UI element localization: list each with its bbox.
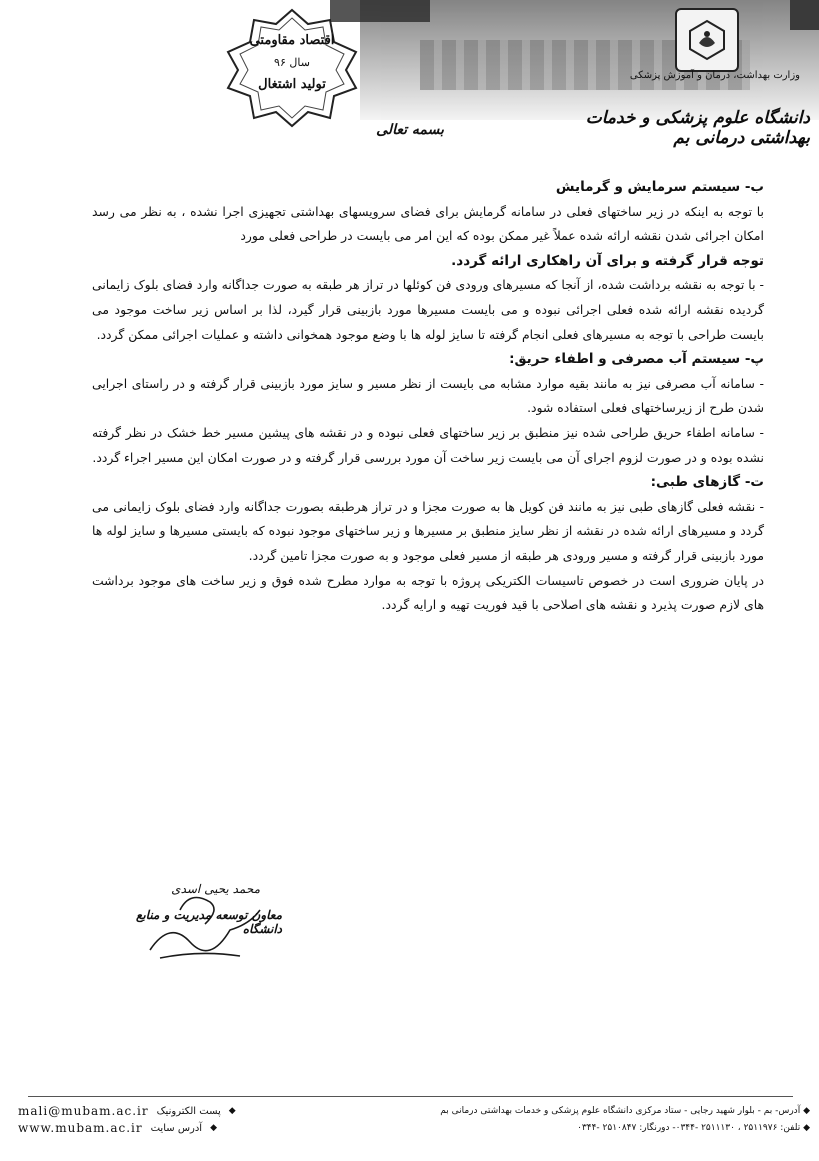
university-name: دانشگاه علوم پزشکی و خدمات بهداشتی درمانی بم: [585, 108, 810, 148]
signatory-title: معاون توسعه مدیریت و منابع دانشگاه: [135, 908, 282, 936]
seal-line-2: سال ۹۶: [274, 56, 310, 69]
section-t-title: ت- گازهای طبی:: [650, 474, 764, 491]
section-t-paragraph-1: - نقشه فعلی گازهای طبی نیز به مانند فن کویل ها به صورت مجزا و در تراز هرطبقه بصورت جداگانه وارد فضای بلوک زایمانی می گردد و مسیرهای ارائه شده در نقشه از نظر سایز منطبق بر مسیرها و زیر ساختهای موجود نبوده که بایستی مسیرها و سایز لوله ها مورد بازبینی قرار گرفته و مسیر ورودی هر طبقه از مسیر فعلی موجود و به صورت مجزا تامین گردد.: [92, 498, 764, 563]
bullet-icon: ◆: [210, 1123, 218, 1133]
university-emblem-icon: [675, 8, 739, 72]
header-corner-strip: [790, 0, 819, 30]
section-b-title: ب- سیستم سرمایش و گرمایش: [555, 179, 764, 195]
footer-website: www.mubam.ac.ir: [18, 1121, 143, 1135]
seal-line-1: اقتصاد مقاومتی: [249, 33, 335, 48]
footer-email-label: پست الکترونیک: [156, 1106, 221, 1117]
footer-email: mali@mubam.ac.ir: [18, 1104, 149, 1118]
letter-body: [92, 175, 764, 618]
section-b-paragraph-2: - با توجه به نقشه برداشت شده، از آنجا که مسیرهای ورودی فن کوئلها در تراز هر طبقه به صورت جداگانه وارد فضای بلوک زایمانی گردیده نقشه ارائه شده فعلی اجرائی نبوده و می بایست مسیرها مورد بازبینی قرار گیرد، لذا بر اساس زیر ساخت موجود می بایست طراحی با توجه به مسیرهای فعلی انجام گرفته تا سایز لوله ها با وضع موجود همخوانی داشته و عملیات اجرائی ممکن گردد.: [92, 277, 764, 342]
signatory-name: محمد یحیی اسدی: [171, 882, 260, 896]
seal-line-3: تولید اشتغال: [258, 77, 326, 92]
section-b-paragraph-1: با توجه به اینکه در زیر ساختهای فعلی در سامانه گرمایش برای فضای سرویسهای بهداشتی تجهیزی اجرا نشده ، به نظر می رسد امکان اجرائی شدن نقشه ارائه شده عملاً غیر ممکن بوده که این امر می بایست در طراحی فعلی مورد: [92, 203, 764, 244]
footer-contact-online: [18, 1103, 288, 1137]
ministry-name: وزارت بهداشت، درمان و آموزش پزشکی: [629, 70, 800, 81]
section-p-paragraph-2: - سامانه اطفاء حریق طراحی شده نیز منطبق بر زیر ساختهای فعلی نبوده و در نقشه های پیشین مسیر خط خشک در نظر گرفته نشده بوده و در صورت لزوم اجرای آن می بایست زیر ساخت آن مورد بررسی قرار گرفته و در صورت امکان این مسیر اجراء گردد.: [92, 424, 764, 465]
footer-divider: [28, 1096, 793, 1097]
conclusion-paragraph: در پایان ضروری است در خصوص تاسیسات الکتریکی پروژه با توجه به موارد مطرح شده فوق و زیر ساخت های موجود برداشت های لازم صورت پذیرد و نقشه های اصلاحی با قید فوریت تهیه و ارایه گردد.: [92, 572, 764, 613]
bullet-icon: ◆: [800, 1106, 810, 1116]
section-p-paragraph-1: - سامانه آب مصرفی نیز به مانند بقیه موارد مشابه می بایست از نظر مسیر و سایز مورد بازبینی قرار گرفته و در راستای اجرایی شدن طرح از زیرساختهای فعلی استفاده شود.: [92, 375, 764, 416]
footer-phone: تلفن: ۲۵۱۱۹۷۶ ، ۲۵۱۱۱۳۰ -۰۳۴۴- دورنگار: ۲۵۱۰۸۴۷ -۰۳۴۴: [577, 1123, 801, 1133]
bullet-icon: ◆: [228, 1106, 236, 1116]
footer-contact-postal: [440, 1103, 810, 1137]
section-p-title: پ- سیستم آب مصرفی و اطفاء حریق:: [509, 351, 764, 368]
section-b-paragraph-1-bold: توجه قرار گرفته و برای آن راهکاری ارائه گردد.: [451, 252, 764, 269]
footer-address: آدرس- بم - بلوار شهید رجایی - ستاد مرکزی دانشگاه علوم پزشکی و خدمات بهداشتی درمانی بم: [440, 1106, 801, 1116]
bullet-icon: ◆: [800, 1123, 810, 1133]
basmala-heading: بسمه تعالی: [376, 122, 444, 138]
slogan-seal-text: [232, 30, 352, 96]
footer-website-label: آدرس سایت: [150, 1123, 203, 1134]
